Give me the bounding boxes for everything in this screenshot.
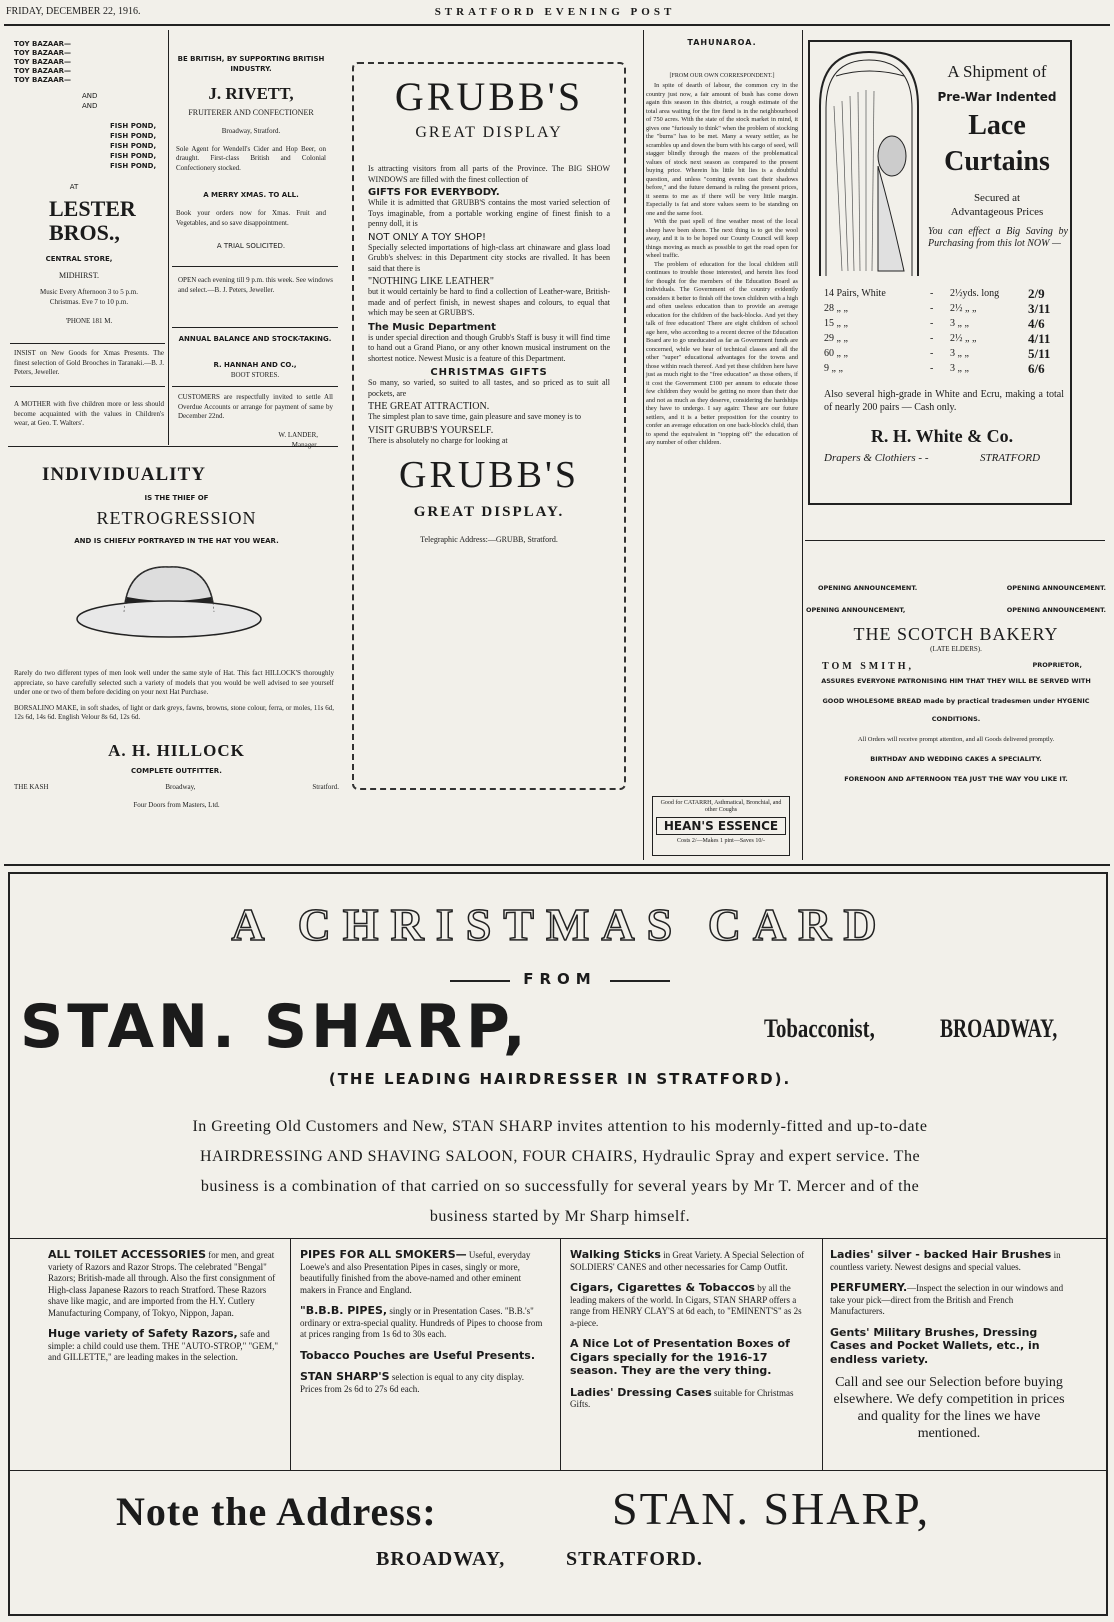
grubb-p6: So many, so varied, so suited to all tastes, and so priced as to suit all pockets, are xyxy=(368,378,610,398)
col1-h1: ALL TOILET ACCESSORIES xyxy=(48,1248,207,1261)
price-row: 9 „ „ - 3 „ „ 6/6 xyxy=(824,361,1045,376)
hillock-h4: AND IS CHIEFLY PORTRAYED IN THE HAT YOU WEAR. xyxy=(74,537,279,545)
bazaar-line: TOY BAZAAR— xyxy=(14,58,72,66)
sharp-title: A CHRISTMAS CARD xyxy=(231,899,889,950)
rule xyxy=(10,1470,1106,1471)
price-value: 4/11 xyxy=(1028,331,1051,346)
col4-t2: —Inspect the selection in our windows and take your pick—direct from the British and French Manufacturers. xyxy=(830,1283,1064,1316)
open-ad: OPEN each evening till 9 p.m. this week. See windows and select.—B. J. Peters, Jeweller. xyxy=(178,276,333,294)
col1-t2: safe and simple: a child could use them. THE "AUTO-STROP," "GEM," and GILLETTE," are leading makes in the selection. xyxy=(48,1329,279,1362)
price-qty: 28 „ „ xyxy=(824,303,848,314)
tahunaroa-p1: In spite of dearth of labour, the common cry in the country just now, a fair amount of bush has come down again this season in this district, a rough estimate of the total area waiting for the fire fiend is in the neighbourhood of 750 acres. With the state of the stock market in mind, it gives one "furiously to think" when the problem of stocking the "burns" has to be met. Many a weary settler, as he scrambles up and down the burn with his cargo of seed, will stagger blindly through the mazes of the problematical values of stock next season as compared to the present buying price. Wherein his little bit lies is a doubtful question, and unless "coming events cast their shadows before," and the future demand is ruling the present prices, it seems to me as if there will be very little margin. Especially is fat and store values seem to be standing on one and the same foot. xyxy=(646,82,798,217)
tahunaroa-byline: [FROM OUR OWN CORRESPONDENT.] xyxy=(669,73,775,79)
sharp-note-name: STAN. SHARP, xyxy=(612,1483,931,1534)
grubb-xmas: CHRISTMAS GIFTS xyxy=(430,367,548,378)
hillock-h1: INDIVIDUALITY xyxy=(42,464,206,485)
hillock-kash: THE KASH xyxy=(14,782,49,791)
fish-line: FISH POND, xyxy=(110,142,157,150)
customers-ad: CUSTOMERS are respectfully invited to settle All Overdue Accounts or arrange for payment of same by December 22nd. xyxy=(178,393,333,420)
tahunaroa-title: TAHUNAROA. xyxy=(687,38,757,47)
col4-t1: in countless variety. Newest designs and special values. xyxy=(830,1250,1061,1272)
sharp-greet-3: business is a combination of that carried on so successfully for several years by Mr T. Mercer and of the xyxy=(200,1178,920,1195)
bakery-open-2: OPENING ANNOUNCEMENT. xyxy=(1006,584,1106,592)
bakery-good: GOOD WHOLESOME BREAD made by practical tradesmen under HYGENIC CONDITIONS. xyxy=(822,697,1090,723)
grubb-attr: THE GREAT ATTRACTION. xyxy=(368,401,490,412)
grubb-p2: While it is admitted that GRUBB'S contains the most varied selection of Toys imaginable, from a portable working engine of finest finish to a penny doll, it is xyxy=(368,198,610,228)
price-len: 2½yds. long xyxy=(950,288,1000,299)
rivett-book: Book your orders now for Xmas. Fruit and Vegetables, and so save disappointment. xyxy=(176,209,326,227)
bakery-assures: ASSURES EVERYONE PATRONISING HIM THAT THEY WILL BE SERVED WITH xyxy=(821,677,1091,685)
bakery-name: THE SCOTCH BAKERY xyxy=(853,624,1059,644)
hillock-broadway: Broadway, xyxy=(165,782,196,791)
rivett-addr: Broadway, Stratford. xyxy=(221,127,281,135)
price-qty: 15 „ „ xyxy=(824,318,848,329)
bakery-ad xyxy=(806,584,1106,783)
white-h4: Curtains xyxy=(944,146,1050,177)
price-row: 60 „ „ - 3 „ „ 5/11 xyxy=(824,346,1051,361)
bakery-late: (LATE ELDERS). xyxy=(930,645,982,653)
grubb-title: GRUBB'S xyxy=(394,74,584,119)
white-h2: Pre-War Indented xyxy=(937,90,1057,104)
bazaar-line: TOY BAZAAR— xyxy=(14,76,72,84)
white-h1: A Shipment of xyxy=(947,62,1047,81)
hannah-boots: BOOT STORES. xyxy=(230,371,280,379)
col3-h2: Cigars, Cigarettes & Tobaccos xyxy=(570,1281,755,1294)
sharp-col-4 xyxy=(830,1248,1068,1450)
header-date: FRIDAY, DECEMBER 22, 1916. xyxy=(6,6,141,17)
rule xyxy=(805,540,1105,541)
rivett-trial: A TRIAL SOLICITED. xyxy=(216,242,286,250)
rule xyxy=(290,1238,291,1470)
hillock-stratford: Stratford. xyxy=(312,782,339,791)
tahunaroa-article xyxy=(646,38,798,448)
price-qty: 29 „ „ xyxy=(824,333,848,344)
white-ad xyxy=(808,40,1072,505)
col3-t1: in Great Variety. A Special Selection of SOLDIERS' CANES and other necessaries for Camp Outfit. xyxy=(570,1250,805,1272)
lester-name: LESTER BROS., xyxy=(49,196,136,245)
hannah-name: R. HANNAH AND CO., xyxy=(213,361,297,369)
sharp-leading: (THE LEADING HAIRDRESSER IN STRATFORD). xyxy=(328,1070,792,1088)
white-drapers: Drapers & Clothiers - - xyxy=(824,452,929,464)
price-value: 6/6 xyxy=(1028,361,1045,376)
col3-t4: suitable for Christmas Gifts. xyxy=(570,1387,794,1409)
bakery-open-4: OPENING ANNOUNCEMENT. xyxy=(1006,606,1106,614)
col2-h4: STAN SHARP'S xyxy=(300,1370,390,1383)
price-len: 3 „ „ xyxy=(950,348,969,359)
price-len: 2½ „ „ xyxy=(950,333,977,344)
grubb-ad xyxy=(352,62,626,790)
rivett-ad xyxy=(176,54,326,250)
col2-t4: selection is equal to any city display. Prices from 2s 6d to 27s 6d each. xyxy=(300,1372,524,1394)
lester-phone: 'PHONE 181 M. xyxy=(65,317,113,325)
sharp-col-1 xyxy=(48,1248,286,1372)
grubb-music: The Music Department xyxy=(368,321,496,333)
heans-small: Good for CATARRH, Asthmatical, Bronchial, and other Coughs xyxy=(660,800,782,813)
sharp-addr-1: BROADWAY, xyxy=(376,1548,506,1570)
sharp-broadway: BROADWAY, xyxy=(940,1014,1058,1043)
price-row: 14 Pairs, White - 2½yds. long 2/9 xyxy=(824,286,1045,301)
lester-town: MIDHIRST. xyxy=(58,271,100,280)
and-word: AND xyxy=(82,102,98,110)
grubb-p5: is under special direction and though Grubb's Staff is busy it will find time to hand out a Grand Piano, or any other known musical instrument on the shortest notice. Newest Music is a feature of this Department. xyxy=(368,332,610,363)
bakery-open-1: OPENING ANNOUNCEMENT. xyxy=(818,584,918,592)
col2-h3: Tobacco Pouches are Useful Presents. xyxy=(300,1348,536,1362)
sharp-greet-2: HAIRDRESSING AND SHAVING SALOON, FOUR CHAIRS, Hydraulic Spray and expert service. The xyxy=(199,1148,921,1165)
hillock-name: A. H. HILLOCK xyxy=(108,740,245,760)
col2-t1: Useful, everyday Loewe's and also Presentation Pipes in cases, singly or more, beautifully finished from the above-named and other eminent makers in France and England. xyxy=(300,1250,531,1295)
white-price-table xyxy=(824,286,1064,376)
rivett-agent: Sole Agent for Wendell's Cider and Hop Beer, on draught. First-class British and Colonial Confectionery stocked. xyxy=(176,144,326,172)
sharp-col-3 xyxy=(570,1248,808,1419)
price-qty: 14 Pairs, White xyxy=(824,288,886,299)
bakery-orders: All Orders will receive prompt attention, and all Goods delivered promptly. xyxy=(857,736,1055,743)
price-value: 5/11 xyxy=(1028,346,1051,361)
bakery-prop: PROPRIETOR, xyxy=(1032,661,1082,669)
col2-t2: singly or in Presentation Cases. "B.B.'s" ordinary or extra-special quality. Hundreds of Pipes to choose from at prices ranging from 1s 6d to 30s each. xyxy=(300,1306,543,1339)
fish-line: FISH POND, xyxy=(110,132,157,140)
price-row: 15 „ „ - 3 „ „ 4/6 xyxy=(824,316,1045,331)
col2-h2: "B.B.B. PIPES, xyxy=(300,1304,388,1317)
col1-t1: for men, and great variety of Razors and Razor Strops. The celebrated "Bengal" Razors; British-made all through. Also the first consignment of High-class Japanese Razors to reach Stratford. These Razors shave like magic, and are imported from the H.Y. Cutlery Manufacturing Company, of Tokyo, Nippon, Japan. xyxy=(48,1250,276,1318)
grubb-gifts: GIFTS FOR EVERYBODY. xyxy=(368,187,500,198)
col-rule-1 xyxy=(168,30,169,445)
rule xyxy=(450,980,510,982)
col1-h2: Huge variety of Safety Razors, xyxy=(48,1327,238,1340)
rivett-trade: FRUITERER AND CONFECTIONER xyxy=(188,108,314,117)
col2-h1: PIPES FOR ALL SMOKERS— xyxy=(300,1248,467,1261)
bakery-tea: FORENOON AND AFTERNOON TEA JUST THE WAY YOU LIKE IT. xyxy=(844,775,1068,783)
hillock-outfitter: COMPLETE OUTFITTER. xyxy=(131,766,222,775)
annual-head: ANNUAL BALANCE AND STOCK-TAKING. xyxy=(178,335,332,343)
header-rule xyxy=(4,24,1110,26)
rule xyxy=(172,327,338,328)
col4-h2: PERFUMERY. xyxy=(830,1281,908,1294)
col3-t2: by all the leading makers of the world. In Cigars, STAN SHARP offers a range from HENRY CLAY'S at 6d each, to "EMINENT'S" as 2s a-piece. xyxy=(570,1283,802,1328)
fish-line: FISH POND, xyxy=(110,152,157,160)
grubb-leather: "NOTHING LIKE LEATHER" xyxy=(368,276,494,287)
rule xyxy=(822,1238,823,1470)
and-word: AND xyxy=(82,92,98,100)
lander-manager: Manager. xyxy=(291,441,318,449)
col3-h1: Walking Sticks xyxy=(570,1248,661,1261)
hillock-h3: RETROGRESSION xyxy=(96,508,257,528)
white-h3: Lace xyxy=(968,110,1026,141)
grubb-visit: VISIT GRUBB'S YOURSELF. xyxy=(368,424,494,436)
heans-cost: Costs 2/—Makes 1 pint—Saves 10/- xyxy=(677,838,765,844)
col-rule-3 xyxy=(802,30,803,860)
price-qty: 9 „ „ xyxy=(824,363,843,374)
rivett-name: J. RIVETT, xyxy=(208,84,294,103)
hillock-body: Rarely do two different types of men look well under the same style of Hat. This fact HILLOCK'S thoroughly appreciate, so have carefully selected such a variety of models that you would be well advised to see yourself under one or two of them before deciding on your next Hat Purchase. xyxy=(14,669,334,696)
hillock-ad xyxy=(14,464,339,809)
price-row: 28 „ „ - 2½ „ „ 3/11 xyxy=(824,301,1051,316)
col-rule-2 xyxy=(643,30,644,860)
col4-h1: Ladies' silver - backed Hair Brushes xyxy=(830,1248,1052,1261)
col3-h3: A Nice Lot of Presentation Boxes of Cigars specially for the 1916-17 season. They are the very thing. xyxy=(570,1337,790,1377)
white-name: R. H. White & Co. xyxy=(870,426,1014,446)
rule xyxy=(172,386,338,387)
sharp-addr-2: STRATFORD. xyxy=(566,1548,703,1570)
curtain-illustration-icon xyxy=(814,46,924,281)
price-qty: 60 „ „ xyxy=(824,348,848,359)
price-len: 2½ „ „ xyxy=(950,303,977,314)
tahunaroa-p3: The problem of education for the local children still continues to trouble those interested, and herein lies food for thought for the members of the Education Board as individuals. The Government of the country evidently considers it better to finish off the town children with a high and often useless education than to provide an average education for the children of the back-blocks. And yet they talk of free education! There are eight children of school age here, who according to a recent decree of the Education Board are to go uneducated as far as Government funds are concerned, while we hear of technical classes and all the other "super" educational advantages for the towns and those within reach thereof. And yet these children here have just as much right to the "free education" as those others, if it cost the Government £100 per annum to educate those few children they would be getting no more than their due and not as much as they deserve, considering the hardships they have to undergo. I say again: These are our future settlers, and it is a better preposition for the country to confer an average education on one back-block's child, than to spend the equivalent in "topping off" the education of any number of other children. xyxy=(646,260,798,446)
col3-h4: Ladies' Dressing Cases xyxy=(570,1385,712,1399)
price-len: 3 „ „ xyxy=(950,318,969,329)
lester-store: CENTRAL STORE, xyxy=(45,255,113,263)
lester-at: AT xyxy=(69,183,79,191)
sharp-col-2 xyxy=(300,1248,544,1403)
grubb-title-2: GRUBB'S xyxy=(399,454,579,496)
rule xyxy=(560,1238,561,1470)
grubb-p8: There is absolutely no charge for looking at xyxy=(368,435,508,445)
col4-t3: Call and see our Selection before buying elsewhere. We defy competition in prices and quality for the lines we have mentioned. xyxy=(833,1375,1065,1441)
grubb-tele: Telegraphic Address:—GRUBB, Stratford. xyxy=(420,535,558,544)
heans-ad xyxy=(652,796,790,856)
rule xyxy=(172,266,338,267)
fish-line: FISH POND, xyxy=(110,162,157,170)
hat-icon xyxy=(69,557,269,657)
insist-ad: INSIST on New Goods for Xmas Presents. The finest selection of Gold Brooches in Taranaki.—B. J. Peters, Jeweller. xyxy=(14,349,164,376)
heans-name: HEAN'S ESSENCE xyxy=(656,817,786,835)
sharp-note: Note the Address: xyxy=(116,1489,437,1534)
price-row: 29 „ „ - 2½ „ „ 4/11 xyxy=(824,331,1051,346)
grubb-p1: Is attracting visitors from all parts of the Province. The BIG SHOW WINDOWS are filled with the finest collection of xyxy=(368,164,610,184)
hillock-h2: IS THE THIEF OF xyxy=(144,494,209,502)
price-value: 3/11 xyxy=(1028,301,1051,316)
white-save: You can effect a Big Saving by Purchasing from this lot NOW — xyxy=(928,226,1068,249)
grubb-p7: The simplest plan to save time, gain pleasure and save money is to xyxy=(368,412,582,421)
bazaar-line: TOY BAZAAR— xyxy=(14,40,72,48)
hillock-doors: Four Doors from Masters, Ltd. xyxy=(133,800,220,809)
rule xyxy=(10,1238,1106,1239)
white-town: STRATFORD xyxy=(980,452,1041,464)
white-s2: Advantageous Prices xyxy=(950,206,1044,218)
header-paper: STRATFORD EVENING POST xyxy=(434,6,676,18)
bakery-prop-name: TOM SMITH, xyxy=(822,661,915,672)
sharp-from: FROM xyxy=(523,970,597,988)
sharp-tob: Tobacconist, xyxy=(764,1014,875,1043)
bazaar-line: TOY BAZAAR— xyxy=(14,67,72,75)
mother-ad: A MOTHER with five children more or less should become acquainted with the values in Children's wear, at Geo. T. Walters'. xyxy=(14,400,164,427)
bazaar-line: TOY BAZAAR— xyxy=(14,49,72,57)
page-mid-rule xyxy=(4,864,1110,866)
price-value: 2/9 xyxy=(1028,286,1045,301)
rule xyxy=(10,386,165,387)
grubb-toy: NOT ONLY A TOY SHOP! xyxy=(368,231,487,243)
rule xyxy=(610,980,670,982)
grubb-subtitle: GREAT DISPLAY xyxy=(415,124,563,141)
sharp-greet-1: In Greeting Old Customers and New, STAN SHARP invites attention to his modernly-fitted and up-to-date xyxy=(192,1118,928,1135)
sharp-greet-4: business started by Mr Sharp himself. xyxy=(429,1208,691,1225)
price-value: 4/6 xyxy=(1028,316,1045,331)
tahunaroa-p2: With the past spell of fine weather most of the local sheep have been shorn. The next thing is to get the wool away, and it is to be hoped our County Council will keep things moving as much as possible to get the road open for wheel traffic. xyxy=(646,218,798,259)
grubb-p3: Specially selected importations of high-class art chinaware and glass load Grubb's shelves: in this Department city stocks are rivalled. It has been said that there is xyxy=(368,242,610,273)
lester-music-2: Christmas. Eve 7 to 10 p.m. xyxy=(49,297,129,306)
rule xyxy=(10,343,165,344)
white-s1: Secured at xyxy=(973,192,1021,204)
sharp-name: STAN. SHARP, xyxy=(20,992,530,1062)
col4-h3: Gents' Military Brushes, Dressing Cases and Pocket Wallets, etc., in endless variety. xyxy=(830,1325,1040,1366)
lander: W. LANDER, xyxy=(278,431,318,439)
rivett-xmas: A MERRY XMAS. TO ALL. xyxy=(203,191,299,199)
lester-ad xyxy=(14,40,164,327)
bakery-open-3: OPENING ANNOUNCEMENT, xyxy=(806,606,906,614)
grubb-subtitle-2: GREAT DISPLAY. xyxy=(413,504,565,520)
white-also: Also several high-grade in White and Ecru, making a total of nearly 200 pairs — Cash only. xyxy=(824,389,1064,413)
price-len: 3 „ „ xyxy=(950,363,969,374)
hillock-borsalino: BORSALINO MAKE, in soft shades, of light or dark greys, fawns, browns, stone colour, ferra, or moles, 11s 6d, 12s 6d, 14s 6d. English Velour 8s 6d, 12s 6d. xyxy=(14,703,334,721)
fish-line: FISH POND, xyxy=(110,122,157,130)
rivett-head: BE BRITISH, BY SUPPORTING BRITISH INDUSTRY. xyxy=(177,55,325,73)
grubb-p4: but it would certainly be hard to find a collection of Leather-ware, British-made and of perfect finish, in newest shapes and colours, to equal that which may be seen at GRUBB'S. xyxy=(368,287,610,317)
lester-music-1: Music Every Afternoon 3 to 5 p.m. xyxy=(40,288,138,296)
bakery-cakes: BIRTHDAY AND WEDDING CAKES A SPECIALITY. xyxy=(870,755,1042,763)
